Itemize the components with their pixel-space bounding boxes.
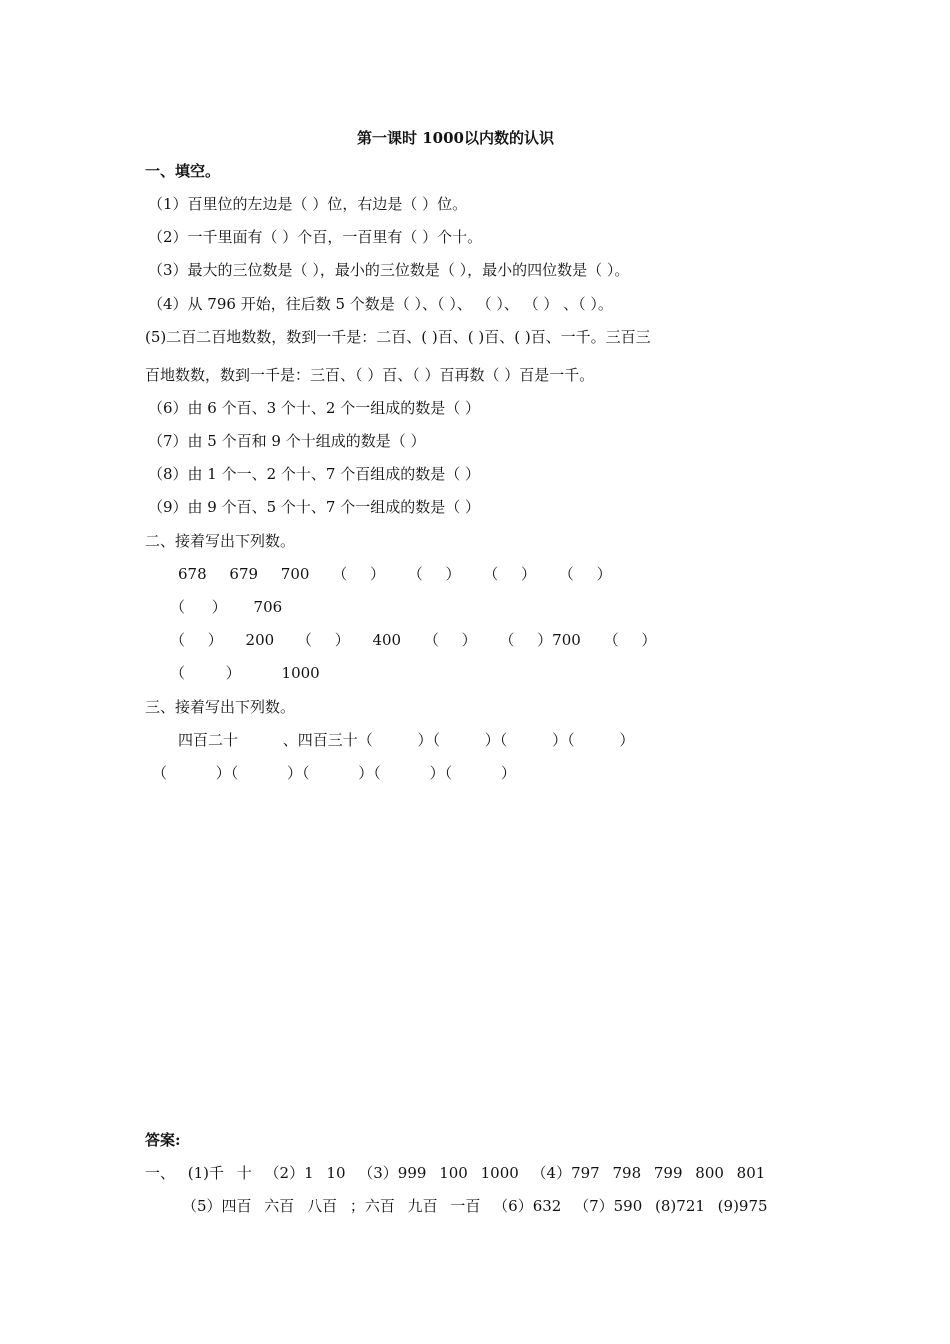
sequence-row-1: 678 679 700 （ ） （ ） （ ） （ ） bbox=[178, 565, 612, 583]
chinese-sequence-row-1: 四百二十 、四百三十（ ）（ ）（ ）（ ） bbox=[178, 731, 635, 749]
question-5-line-2: 百地数数，数到一千是：三百、（ ）百、（ ）百再数（ ）百是一千。 bbox=[145, 366, 595, 384]
answers-line-1: 一、 (1)千 十 （2）1 10 （3）999 100 1000 （4）797 798 799 800 801 bbox=[145, 1164, 766, 1182]
sequence-row-3: （ ） 200 （ ） 400 （ ） （ ）700 （ ） bbox=[170, 631, 657, 649]
answers-heading: 答案: bbox=[145, 1131, 181, 1149]
question-6: （6）由 6 个百、3 个十、2 个一组成的数是（ ） bbox=[148, 399, 481, 417]
sequence-row-2: （ ） 706 bbox=[170, 598, 283, 616]
question-4: （4）从 796 开始，往后数 5 个数是（ ）、（ ）、 （ ）、 （ ） 、（ ）。 bbox=[148, 295, 613, 313]
question-3: （3）最大的三位数是（ ），最小的三位数是（ ），最小的四位数是（ ）。 bbox=[148, 261, 630, 279]
section1-heading: 一、填空。 bbox=[145, 162, 221, 180]
section2-heading: 二、接着写出下列数。 bbox=[145, 532, 296, 550]
question-7: （7）由 5 个百和 9 个十组成的数是（ ） bbox=[148, 432, 426, 450]
question-2: （2）一千里面有（ ）个百，一百里有（ ）个十。 bbox=[148, 228, 483, 246]
answers-line-2: （5）四百 六百 八百 ；六百 九百 一百 （6）632 （7）590 (8)721 (9)975 bbox=[182, 1197, 768, 1215]
question-9: （9）由 9 个百、5 个十、7 个一组成的数是（ ） bbox=[148, 498, 481, 516]
question-1: （1）百里位的左边是（ ）位，右边是（ ）位。 bbox=[148, 195, 468, 213]
sequence-row-4: （ ） 1000 bbox=[170, 664, 320, 682]
question-5-line-1: (5)二百二百地数数，数到一千是：二百、( )百、( )百、( )百、一千。三百三 bbox=[145, 328, 651, 346]
chinese-sequence-row-2: （ ）（ ）（ ）（ ）（ ） bbox=[152, 764, 516, 782]
section3-heading: 三、接着写出下列数。 bbox=[145, 698, 296, 716]
page-title: 第一课时 1000以内数的认识 bbox=[357, 129, 554, 147]
question-8: （8）由 1 个一、2 个十、7 个百组成的数是（ ） bbox=[148, 465, 481, 483]
